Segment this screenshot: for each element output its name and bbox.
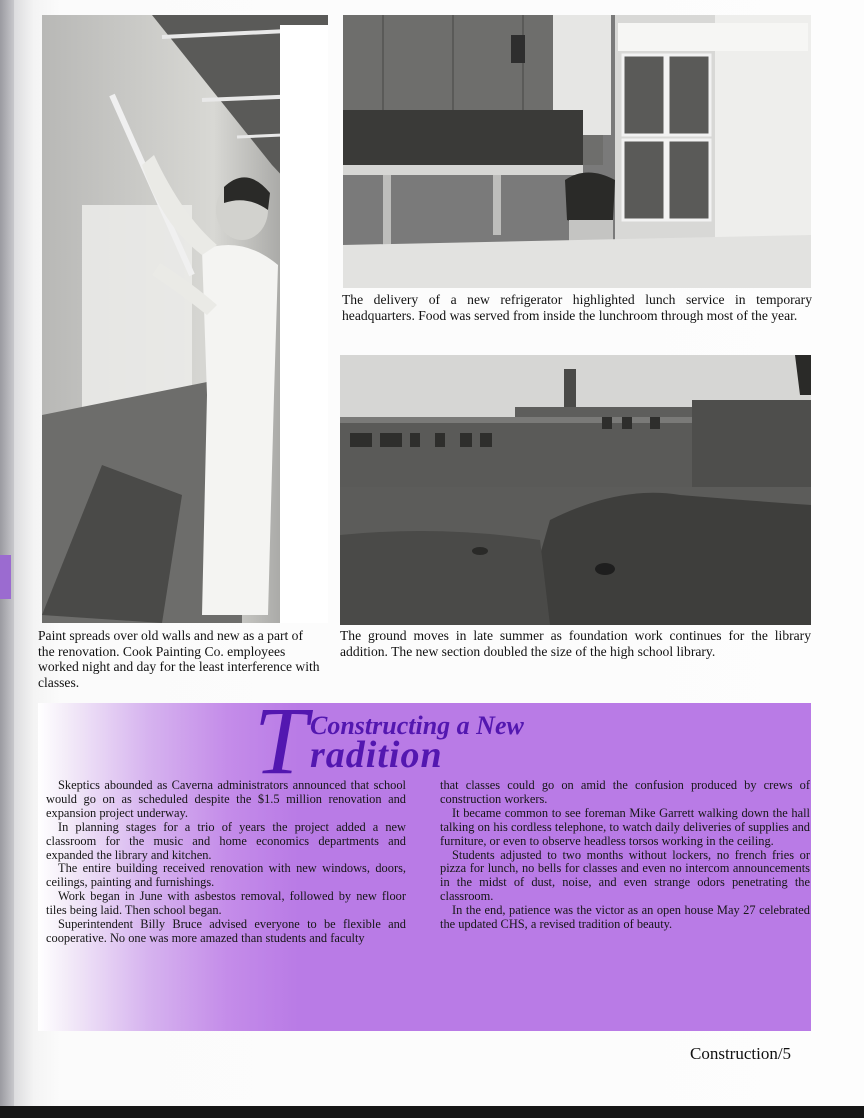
- story-paragraph: The entire building received renovation with new windows, doors, ceilings, painting and furnishings.: [46, 861, 406, 890]
- story-paragraph: In planning stages for a trio of years the project added a new classroom for the music and home economics departments and expanded the library and kitchen.: [46, 819, 406, 862]
- foundation-caption: The ground moves in late summer as foundation work continues for the library addition. The new section doubled the size of the high school library.: [340, 628, 811, 659]
- story-right-column: [440, 779, 810, 932]
- title-line-1: Constructing a New: [310, 711, 524, 740]
- painter-photo: [42, 15, 328, 623]
- story-left-column: [46, 779, 406, 946]
- spine-color-tab: [0, 555, 11, 599]
- story-paragraph: It became common to see foreman Mike Garrett walking down the hall talking on his cordless telephone, to watch daily deliveries of supplies and furniture, or even to observe headless torsos working in the ceiling.: [440, 805, 810, 848]
- story-paragraph: Students adjusted to two months without lockers, no french fries or pizza for lunch, no bells for classes and even no intercom announcements in the midst of dust, noise, and even strange odors penetrating the classroom.: [440, 847, 810, 904]
- refrigerator-photo: [343, 15, 811, 288]
- story-paragraph: that classes could go on amid the confusion produced by crews of construction workers.: [440, 778, 810, 806]
- title-line-2: radition: [310, 734, 443, 776]
- page-folio: Construction/5: [690, 1044, 792, 1063]
- story-paragraph: Superintendent Billy Bruce advised everyone to be flexible and cooperative. No one was more amazed than students and faculty: [46, 917, 406, 945]
- story-paragraph: Skeptics abounded as Caverna administrators announced that school would go on as scheduled despite the $1.5 million renovation and expansion project underway.: [46, 778, 406, 820]
- story-paragraph: In the end, patience was the victor as an open house May 27 celebrated the updated CHS, a revised tradition of beauty.: [440, 903, 810, 932]
- story-paragraph: Work began in June with asbestos removal, followed by new floor tiles being laid. Then school began.: [46, 889, 406, 918]
- refrigerator-caption: The delivery of a new refrigerator highlighted lunch service in temporary headquarters. Food was served from inside the lunchroom through most of the year.: [342, 292, 812, 323]
- feature-story-panel: [38, 687, 811, 1031]
- title-initial: T: [254, 687, 308, 794]
- bottom-edge-shadow: [0, 1106, 864, 1118]
- foundation-photo: [340, 355, 811, 625]
- painter-caption: Paint spreads over old walls and new as a part of the renovation. Cook Painting Co. employees worked night and day for the least interference with classes.: [38, 628, 320, 690]
